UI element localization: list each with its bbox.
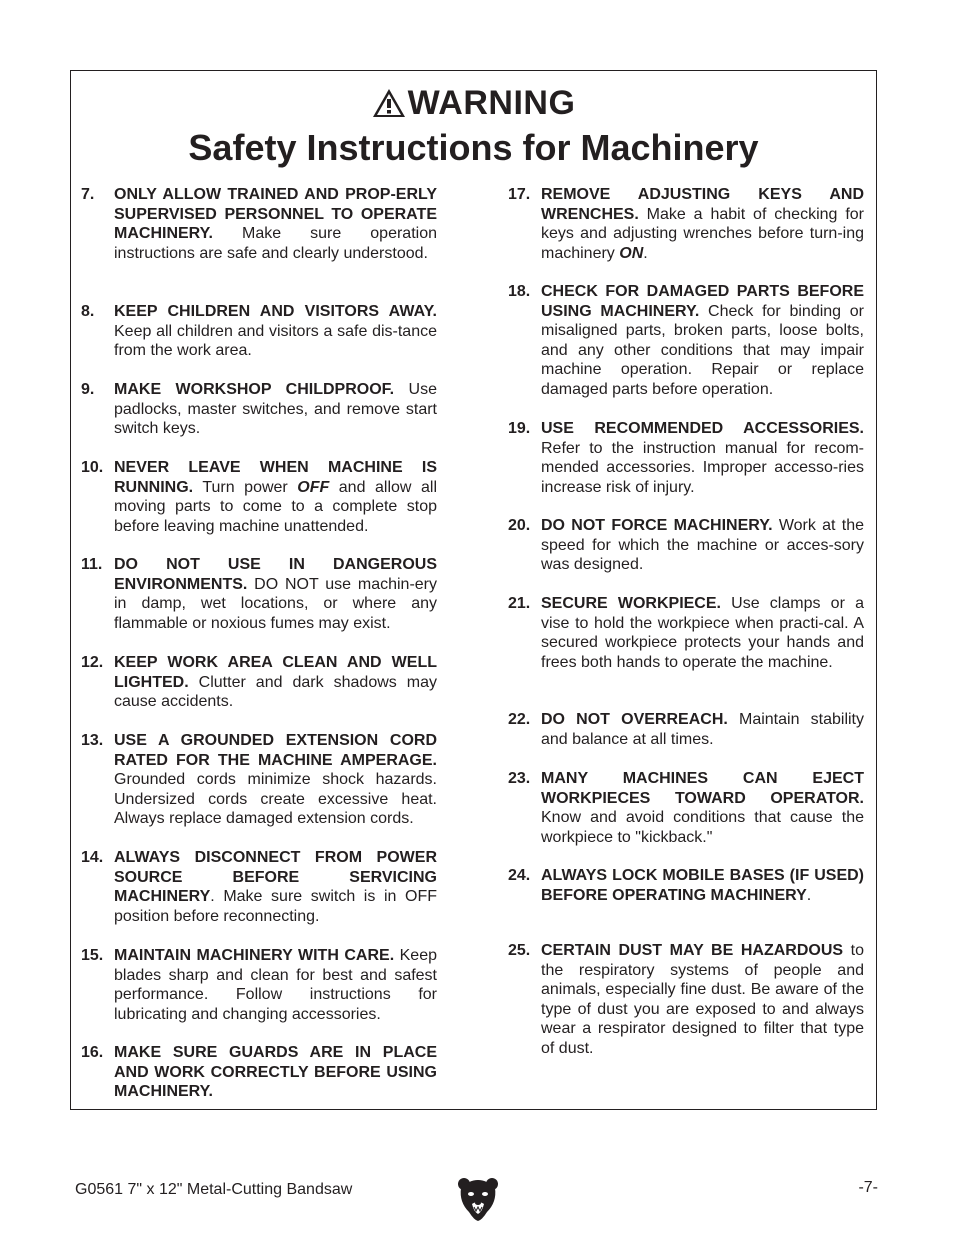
safety-item (81, 185, 437, 263)
safety-item (508, 710, 864, 749)
safety-item (81, 848, 437, 926)
item-heading: KEEP WORK AREA CLEAN AND WELL LIGHTED. (114, 654, 437, 691)
item-body: . (643, 244, 648, 262)
item-body: Use clamps or a vise to hold the workpiece when practi-cal. A secured workpiece protects your hands and frees both hands to operate the machine. (541, 595, 864, 671)
item-body: and allow all moving parts to come to a complete stop before leaving machine unattended. (114, 478, 437, 535)
item-text (541, 419, 864, 497)
safety-item (508, 594, 864, 672)
safety-item (81, 555, 437, 633)
item-body: Refer to the instruction manual for recom-mended accessories. Improper accesso-ries increase risk of injury. (541, 439, 864, 496)
item-text (114, 380, 437, 439)
item-emphasis: OFF (297, 478, 330, 496)
item-number: 21. (508, 595, 531, 612)
item-heading: CERTAIN DUST MAY BE HAZARDOUS (541, 942, 844, 959)
item-heading: DO NOT OVERREACH. (541, 711, 728, 728)
grizzly-bear-logo-icon (457, 1176, 499, 1222)
item-body: Make a habit of checking for keys and adjusting wrenches before turn-ing machinery (541, 205, 864, 262)
item-text (114, 653, 437, 712)
safety-item (81, 653, 437, 712)
safety-item (81, 302, 437, 361)
item-heading: ALWAYS DISCONNECT FROM POWER SOURCE BEFORE SERVICING MACHINERY (114, 849, 437, 905)
item-text (114, 1043, 437, 1102)
item-text (114, 555, 437, 633)
safety-item (508, 769, 864, 847)
item-heading: DO NOT USE IN DANGEROUS ENVIRONMENTS. (114, 556, 437, 593)
item-text (541, 769, 864, 847)
item-body: to the respiratory systems of people and animals, especially fine dust. Be aware of the type of dust you are exposed to and always wear a respirator designed to filter that type of dust. (541, 942, 864, 1057)
item-text (541, 710, 864, 749)
safety-item (81, 1043, 437, 1102)
item-emphasis: ON (619, 244, 644, 262)
item-heading: ONLY ALLOW TRAINED AND PROP-ERLY SUPERVISED PERSONNEL TO OPERATE MACHINERY. (114, 186, 437, 242)
footer-model: G0561 7" x 12" Metal-Cutting Bandsaw (75, 1181, 353, 1198)
item-text (541, 282, 864, 399)
item-heading: NEVER LEAVE WHEN MACHINE IS RUNNING. (114, 459, 437, 496)
item-number: 14. (81, 849, 104, 866)
warning-heading (71, 83, 876, 123)
page-number: -7- (858, 1179, 878, 1196)
item-number: 24. (508, 867, 531, 884)
item-heading: MAKE SURE GUARDS ARE IN PLACE AND WORK CORRECTLY BEFORE USING MACHINERY. (114, 1044, 437, 1100)
item-body: Make sure operation instructions are safe and clearly understood. (114, 225, 437, 262)
safety-item (81, 946, 437, 1024)
item-number: 11. (81, 556, 103, 573)
item-heading: SECURE WORKPIECE. (541, 595, 721, 612)
item-body: . Make sure switch is in OFF position before reconnecting. (114, 888, 437, 925)
item-text (541, 594, 864, 672)
item-heading: MAINTAIN MACHINERY WITH CARE. (114, 947, 395, 964)
item-text (541, 941, 864, 1058)
item-number: 16. (81, 1044, 104, 1061)
item-number: 20. (508, 517, 531, 534)
item-text (541, 866, 864, 905)
item-body: Maintain stability and balance at all times. (541, 711, 864, 748)
item-text (541, 516, 864, 575)
item-heading: CHECK FOR DAMAGED PARTS BEFORE USING MACHINERY. (541, 283, 864, 320)
safety-item (508, 419, 864, 497)
item-text (541, 185, 864, 263)
item-body: Know and avoid conditions that cause the workpiece to "kickback." (541, 809, 864, 846)
item-heading: MAKE WORKSHOP CHILDPROOF. (114, 381, 395, 398)
item-body: Grounded cords minimize shock hazards. Undersized cords create excessive heat. Always replace damaged extension cords. (114, 771, 437, 827)
safety-instructions-box (70, 70, 877, 1110)
safety-item (508, 866, 864, 905)
item-text (114, 185, 437, 263)
safety-item (508, 185, 864, 263)
item-heading: ALWAYS LOCK MOBILE BASES (IF USED) BEFORE OPERATING MACHINERY (541, 867, 864, 904)
safety-item (81, 458, 437, 536)
safety-item (508, 941, 864, 1058)
item-body: Keep all children and visitors a safe dis-tance from the work area. (114, 322, 437, 359)
item-number: 17. (508, 186, 531, 203)
item-body: . (806, 886, 812, 904)
warning-label: WARNING (407, 84, 576, 122)
item-body: Clutter and dark shadows may cause accidents. (114, 673, 437, 710)
item-heading: USE A GROUNDED EXTENSION CORD RATED FOR THE MACHINE AMPERAGE. (114, 732, 437, 769)
item-text (114, 458, 437, 536)
item-number: 19. (508, 420, 531, 437)
item-body: Work at the speed for which the machine or acces-sory was designed. (541, 517, 865, 573)
item-number: 18. (508, 283, 531, 300)
item-number: 25. (508, 942, 531, 959)
item-heading: DO NOT FORCE MACHINERY. (541, 517, 773, 534)
safety-item (508, 516, 864, 575)
item-body: DO NOT use machin-ery in damp, wet locations, or where any flammable or noxious fumes may exist. (114, 575, 437, 632)
item-number: 8. (81, 303, 95, 320)
item-text (114, 946, 437, 1024)
item-number: 23. (508, 770, 531, 787)
item-heading: USE RECOMMENDED ACCESSORIES. (541, 420, 864, 437)
item-text (114, 302, 437, 361)
page-title: Safety Instructions for Machinery (188, 127, 759, 168)
safety-item (81, 380, 437, 439)
warning-triangle-icon (372, 88, 406, 118)
item-number: 10. (81, 459, 104, 476)
item-text (114, 731, 437, 829)
item-number: 12. (81, 654, 104, 671)
item-heading: KEEP CHILDREN AND VISITORS AWAY. (114, 303, 437, 320)
item-body: Check for binding or misaligned parts, broken parts, loose bolts, and any other conditions that may impair machine operation. Repair or replace damaged parts before operation. (541, 302, 864, 398)
item-number: 13. (81, 732, 104, 749)
item-body: Keep blades sharp and clean for best and safest performance. Follow instructions for lubricating and changing accessories. (114, 947, 437, 1023)
item-number: 22. (508, 711, 531, 728)
item-heading: MANY MACHINES CAN EJECT WORKPIECES TOWARD OPERATOR. (541, 770, 864, 807)
safety-item (508, 282, 864, 399)
item-number: 15. (81, 947, 104, 964)
item-number: 9. (81, 381, 95, 398)
safety-item (81, 731, 437, 829)
item-number: 7. (81, 186, 95, 203)
item-text (114, 848, 437, 926)
item-body: Turn power (193, 478, 298, 496)
item-body: Use padlocks, master switches, and remove start switch keys. (114, 381, 438, 437)
item-heading: REMOVE ADJUSTING KEYS AND WRENCHES. (541, 186, 864, 223)
